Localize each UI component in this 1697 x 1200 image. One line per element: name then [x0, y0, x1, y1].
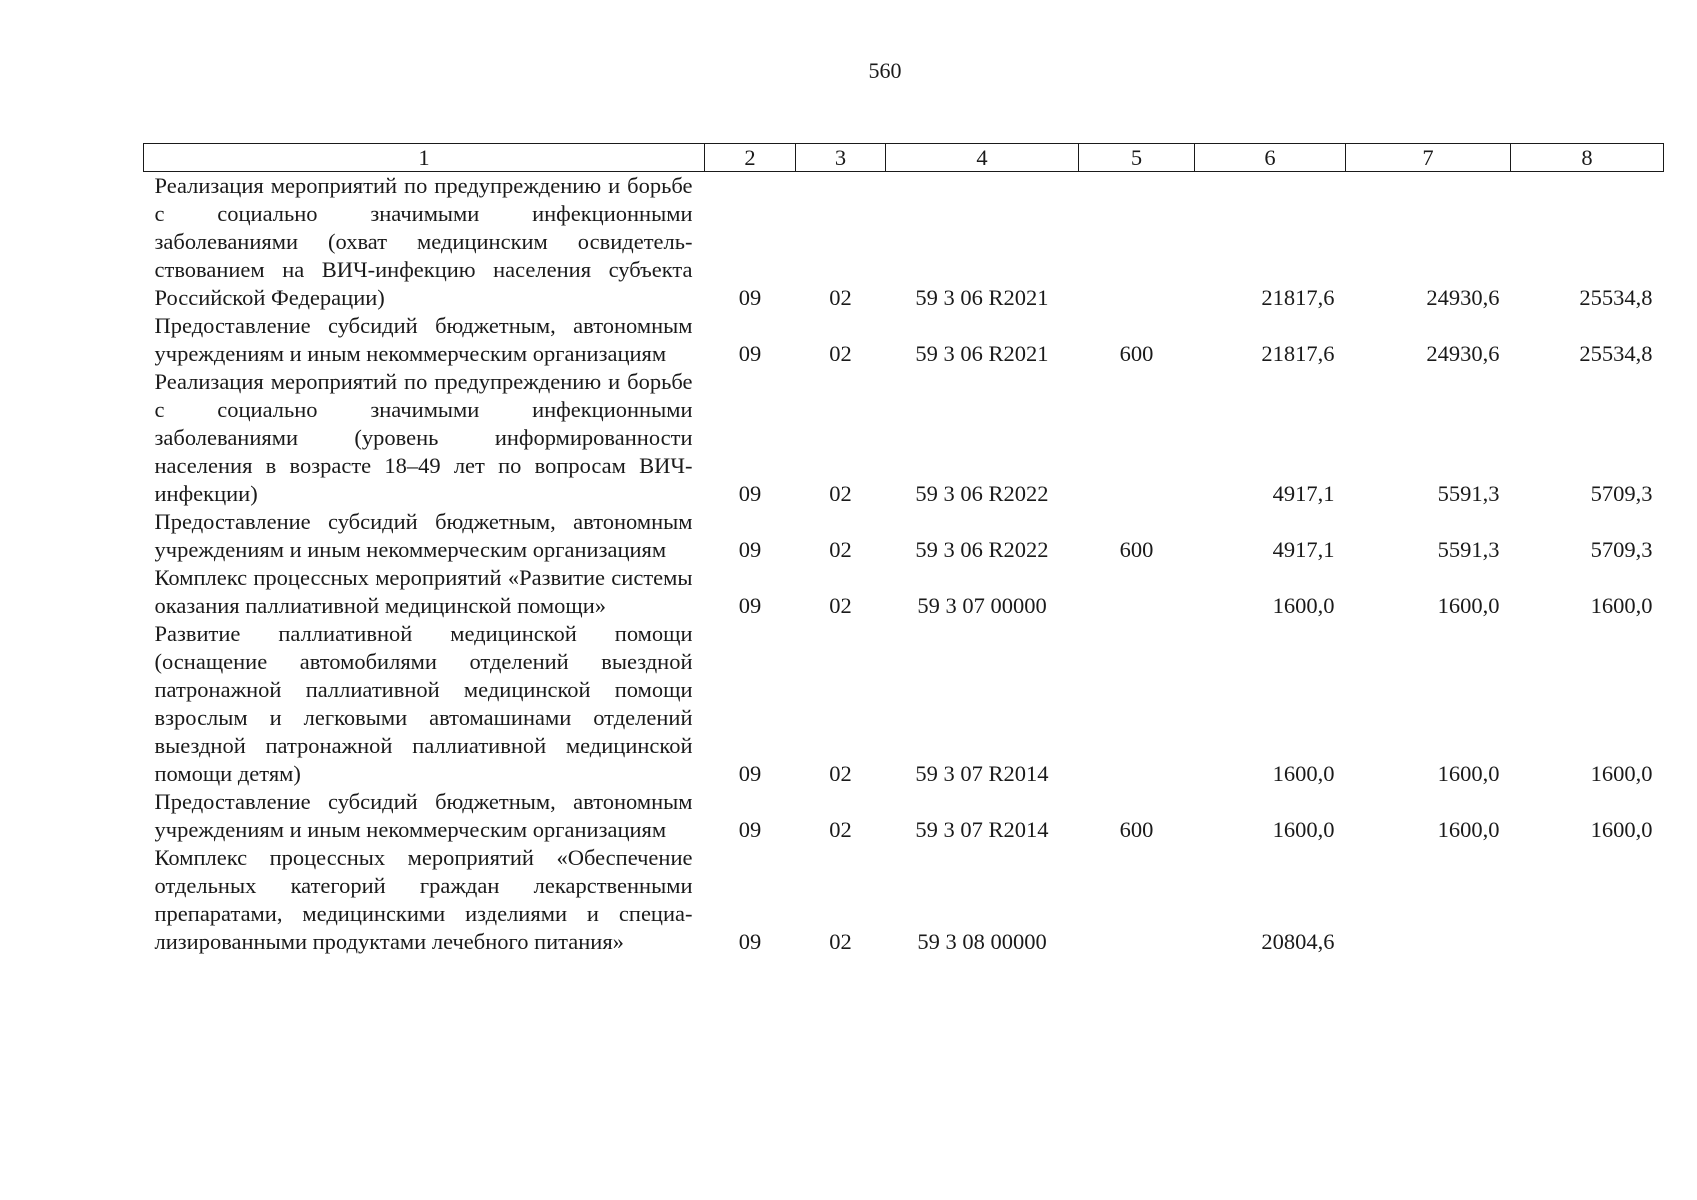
- table-body: [144, 172, 1664, 957]
- row-description: Комплекс процессных мероприятий «Развитие системы оказания паллиативной медицинской помощи»: [154, 565, 693, 618]
- section-code: 09: [738, 537, 762, 562]
- subsection-code: 02: [829, 817, 852, 842]
- table-header: [144, 144, 1664, 172]
- amount-col-7: 1600,0: [1437, 817, 1500, 842]
- section-code: 09: [738, 593, 762, 618]
- amount-col-6: 1600,0: [1272, 593, 1335, 618]
- row-description: Комплекс процессных мероприятий «Обеспечение отдельных категорий граждан лекарственными препаратами, медицинскими изделиями и специализированными продуктами лечебного питания»: [154, 845, 693, 954]
- amount-col-6: 1600,0: [1272, 761, 1335, 786]
- table-row: [144, 508, 1664, 564]
- row-description: Предоставление субсидий бюджетным, автономным учреждениям и иным некоммерческим организациям: [154, 509, 693, 562]
- row-description: Реализация мероприятий по предупреждению и борьбе с социально значимыми инфекционными заболеваниями (охват медицинским освидетельствованием на ВИЧ-инфекцию населения субъекта Российской Федерации): [154, 173, 693, 310]
- subsection-code: 02: [829, 593, 852, 618]
- amount-col-7: 1600,0: [1437, 593, 1500, 618]
- column-header-1: 1: [144, 144, 705, 172]
- table-row: [144, 620, 1664, 788]
- section-code: 09: [738, 929, 762, 954]
- amount-col-6: 21817,6: [1261, 341, 1335, 366]
- amount-col-8: 1600,0: [1590, 593, 1653, 618]
- column-header-6: 6: [1195, 144, 1346, 172]
- column-header-2: 2: [705, 144, 796, 172]
- amount-col-6: 21817,6: [1261, 285, 1335, 310]
- section-code: 09: [738, 481, 762, 506]
- row-description: Предоставление субсидий бюджетным, автономным учреждениям и иным некоммерческим организациям: [154, 789, 693, 842]
- amount-col-8: [1511, 844, 1664, 956]
- column-header-3: 3: [796, 144, 886, 172]
- section-code: 09: [738, 285, 762, 310]
- target-article-code: 59 3 07 R2014: [915, 761, 1049, 786]
- target-article-code: 59 3 08 00000: [917, 929, 1047, 954]
- amount-col-7: [1346, 844, 1511, 956]
- row-description: Реализация мероприятий по предупреждению и борьбе с социально значимыми инфекционными заболеваниями (уровень информированности населения в возрасте 18–49 лет по вопросам ВИЧ-инфекции): [154, 369, 693, 506]
- amount-col-8: 1600,0: [1590, 817, 1653, 842]
- budget-table: [143, 143, 1664, 956]
- column-header-7: 7: [1346, 144, 1511, 172]
- amount-col-8: 25534,8: [1579, 341, 1653, 366]
- amount-col-6: 20804,6: [1261, 929, 1335, 954]
- subsection-code: 02: [829, 929, 852, 954]
- expense-type-code: 600: [1119, 817, 1154, 842]
- expense-type-code: 600: [1119, 537, 1154, 562]
- expense-type-code: 600: [1119, 341, 1154, 366]
- target-article-code: 59 3 06 R2021: [915, 285, 1049, 310]
- amount-col-8: 1600,0: [1590, 761, 1653, 786]
- target-article-code: 59 3 06 R2021: [915, 341, 1049, 366]
- row-description: Развитие паллиативной медицинской помощи (оснащение автомобилями отделений выездной патронажной паллиативной медицинской помощи взрослым и легковыми автомашинами отделений выездной патронажной паллиативной медицинской помощи детям): [154, 621, 693, 786]
- subsection-code: 02: [829, 285, 852, 310]
- section-code: 09: [738, 817, 762, 842]
- amount-col-6: 4917,1: [1272, 537, 1335, 562]
- table-row: [144, 844, 1664, 956]
- header-row: [144, 144, 1664, 172]
- section-code: 09: [738, 341, 762, 366]
- expense-type-code: [1079, 564, 1195, 620]
- subsection-code: 02: [829, 481, 852, 506]
- column-header-8: 8: [1511, 144, 1664, 172]
- column-header-5: 5: [1079, 144, 1195, 172]
- expense-type-code: [1079, 368, 1195, 508]
- subsection-code: 02: [829, 537, 852, 562]
- table-row: [144, 172, 1664, 313]
- subsection-code: 02: [829, 761, 852, 786]
- target-article-code: 59 3 07 00000: [917, 593, 1047, 618]
- amount-col-8: 25534,8: [1579, 285, 1653, 310]
- row-description: Предоставление субсидий бюджетным, автономным учреждениям и иным некоммерческим организациям: [154, 313, 693, 366]
- table-row: [144, 564, 1664, 620]
- expense-type-code: [1079, 172, 1195, 313]
- subsection-code: 02: [829, 341, 852, 366]
- column-header-4: 4: [886, 144, 1079, 172]
- table-row: [144, 788, 1664, 844]
- amount-col-8: 5709,3: [1590, 481, 1653, 506]
- target-article-code: 59 3 06 R2022: [915, 537, 1049, 562]
- amount-col-7: 5591,3: [1437, 481, 1500, 506]
- target-article-code: 59 3 06 R2022: [915, 481, 1049, 506]
- expense-type-code: [1079, 844, 1195, 956]
- amount-col-6: 1600,0: [1272, 817, 1335, 842]
- amount-col-7: 5591,3: [1437, 537, 1500, 562]
- target-article-code: 59 3 07 R2014: [915, 817, 1049, 842]
- amount-col-8: 5709,3: [1590, 537, 1653, 562]
- amount-col-7: 1600,0: [1437, 761, 1500, 786]
- amount-col-7: 24930,6: [1426, 285, 1500, 310]
- table-row: [144, 312, 1664, 368]
- table-row: [144, 368, 1664, 508]
- expense-type-code: [1079, 620, 1195, 788]
- amount-col-6: 4917,1: [1272, 481, 1335, 506]
- section-code: 09: [738, 761, 762, 786]
- amount-col-7: 24930,6: [1426, 341, 1500, 366]
- page-number: 560: [868, 58, 902, 83]
